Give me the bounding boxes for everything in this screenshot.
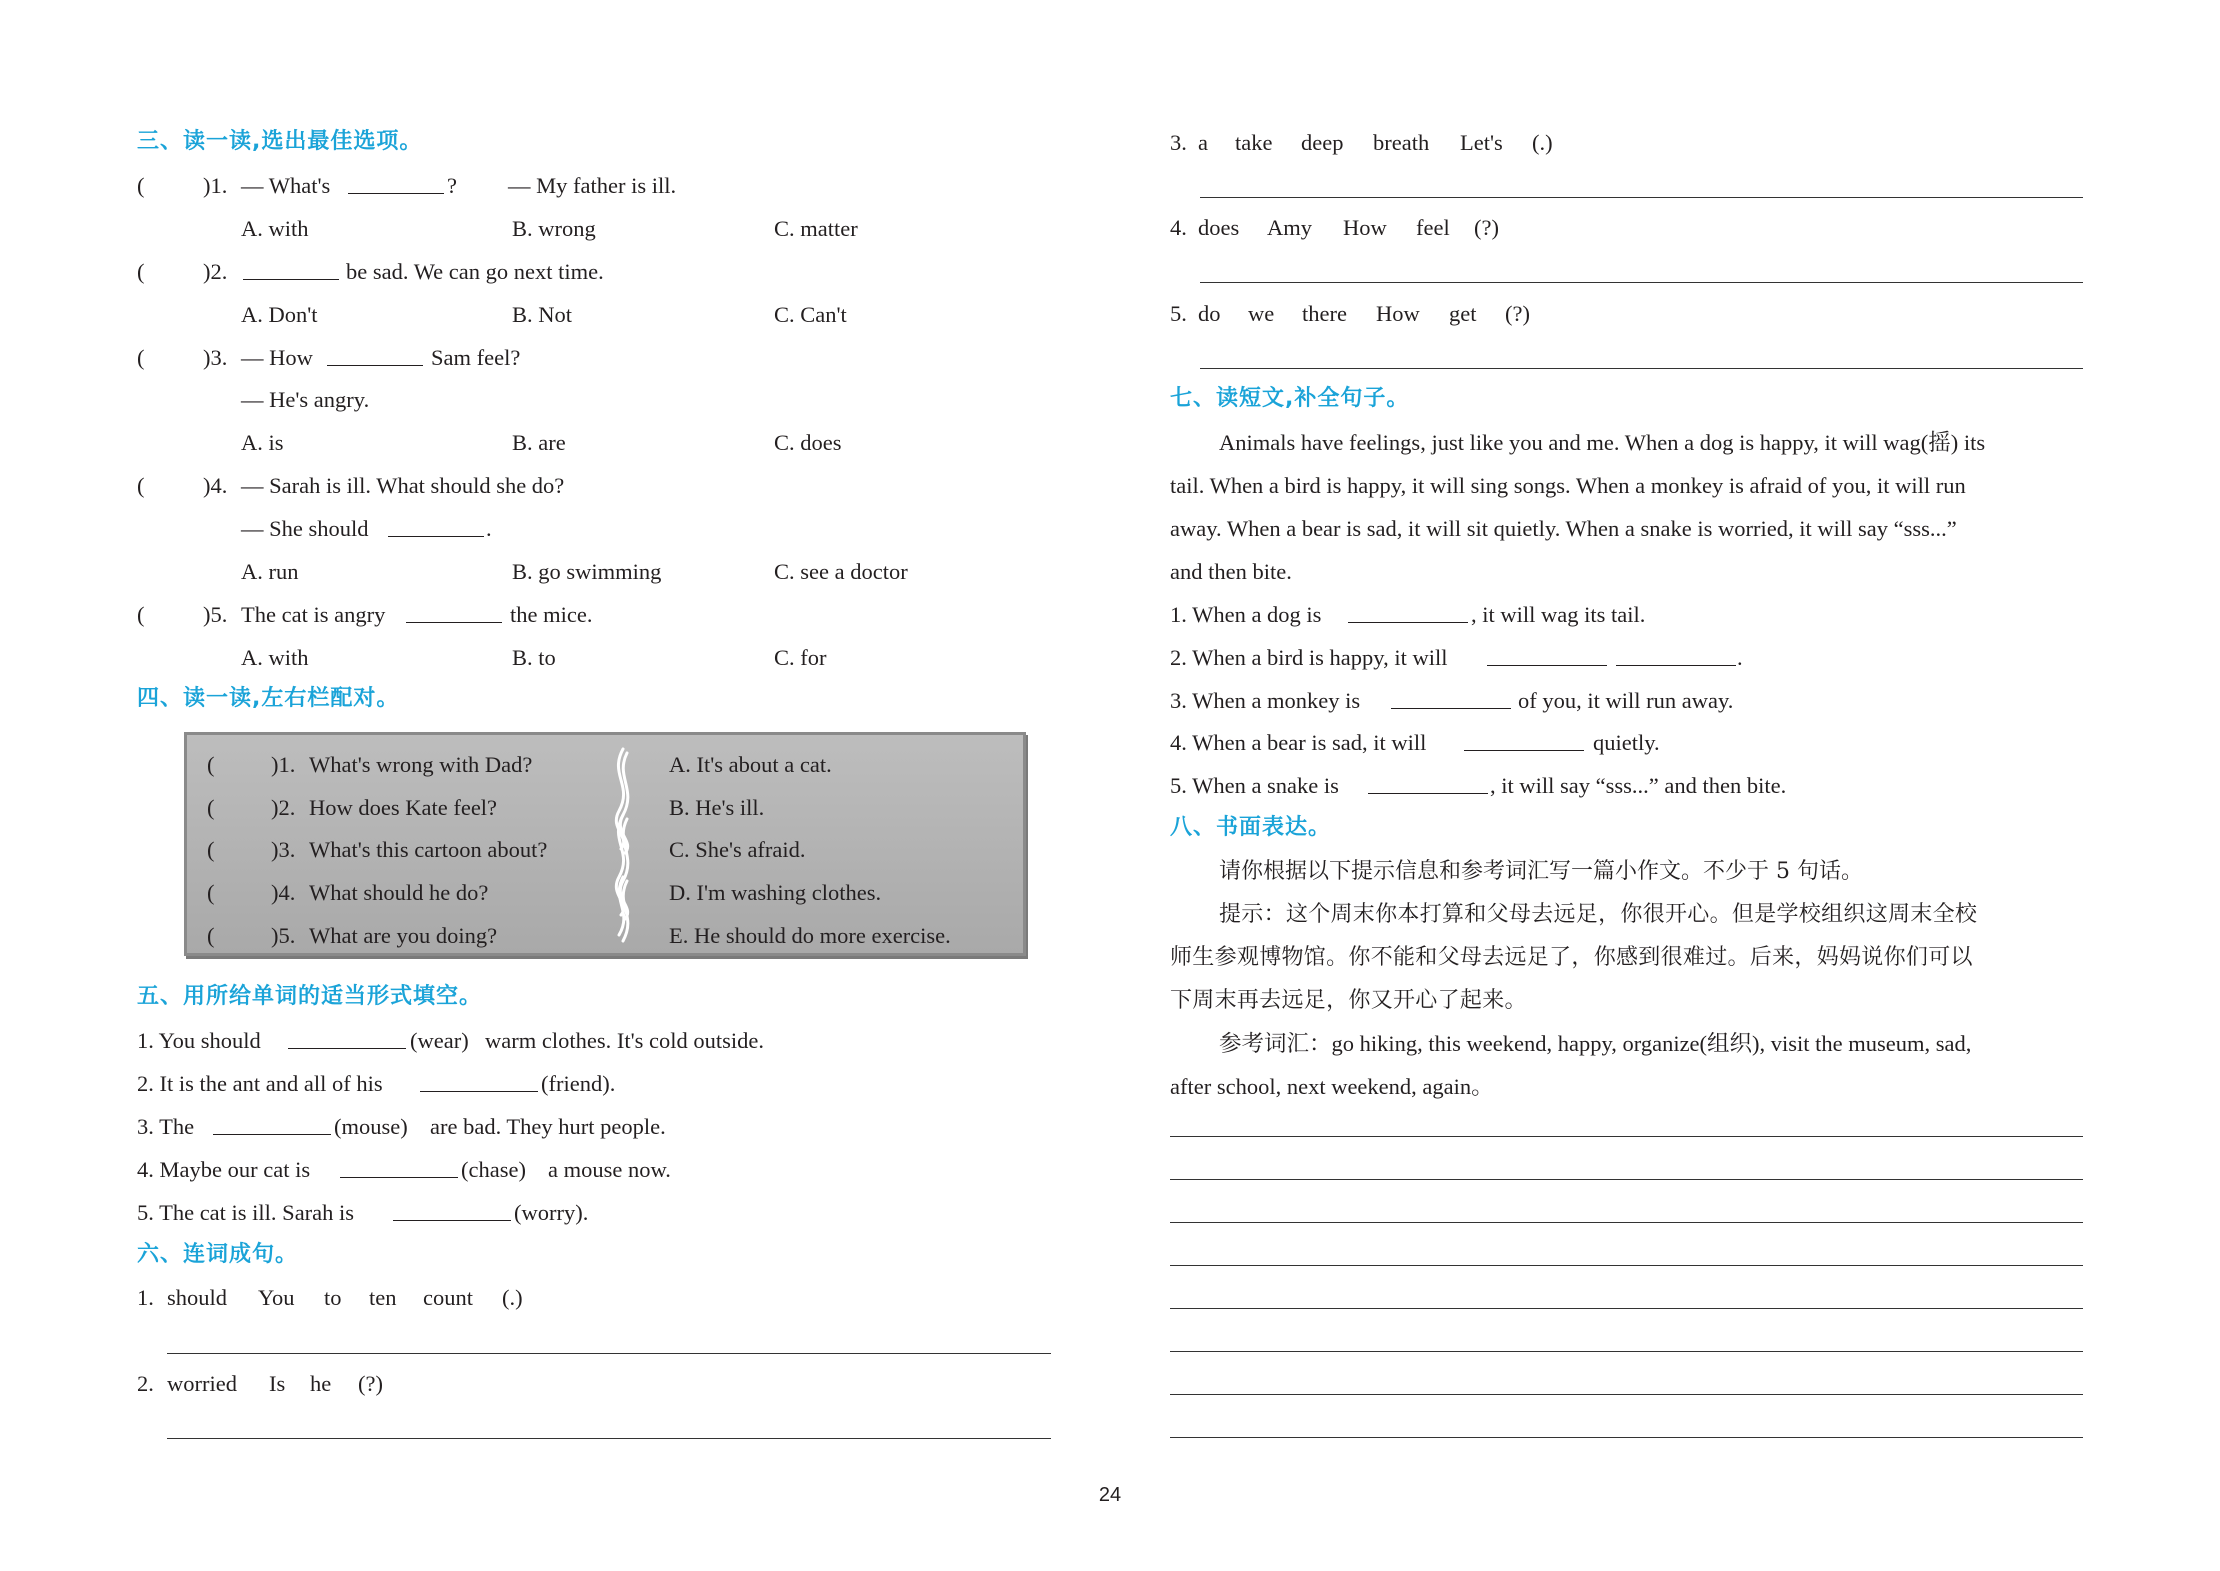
word: to (324, 1285, 342, 1310)
writing-hint-line: 提示：这个周末你本打算和父母去远足，你很开心。但是学校组织这周末全校 (1219, 902, 1978, 927)
question-text: be sad. We can go next time. (346, 259, 604, 284)
sentence-start: 4. When a bear is sad, it will (1170, 730, 1427, 755)
fill-blank[interactable] (1487, 643, 1607, 666)
option-c: C. see a doctor (774, 559, 908, 584)
fill-blank[interactable] (288, 1026, 406, 1049)
punctuation-hint: (.) (502, 1285, 523, 1310)
match-answer: D. I'm washing clothes. (669, 880, 882, 905)
sentence-end: , it will say “sss...” and then bite. (1490, 773, 1787, 798)
answer-line[interactable] (167, 1353, 1051, 1354)
option-a: A. Don't (241, 302, 318, 327)
fill-hint: (worry). (514, 1200, 589, 1225)
passage-line: Animals have feelings, just like you and me. When a dog is happy, it will wag(摇) its (1219, 430, 1986, 455)
answer-line[interactable] (1200, 197, 2083, 198)
fill-blank[interactable] (1348, 600, 1468, 623)
match-question: What should he do? (309, 880, 489, 905)
match-question: What's wrong with Dad? (309, 752, 533, 777)
sentence-end: , it will wag its tail. (1471, 602, 1646, 627)
option-c: C. for (774, 645, 827, 670)
answer-line[interactable] (1200, 368, 2083, 369)
sentence-end: quietly. (1593, 730, 1660, 755)
match-paren: ( (207, 923, 215, 948)
matching-box (184, 732, 1026, 956)
word: Let's (1460, 130, 1503, 155)
writing-hint-line: 下周末再去远足，你又开心了起来。 (1170, 988, 1527, 1013)
fill-blank[interactable] (420, 1069, 538, 1092)
sentence-start: 1. When a dog is (1170, 602, 1322, 627)
answer-blank[interactable] (243, 257, 339, 280)
match-number: )2. (271, 795, 296, 820)
punctuation-hint: (.) (1532, 130, 1553, 155)
fill-text: 1. You should (137, 1028, 261, 1053)
match-paren: ( (207, 837, 215, 862)
fill-text-end: are bad. They hurt people. (430, 1114, 666, 1139)
answer-blank[interactable] (388, 514, 484, 537)
option-b: B. wrong (512, 216, 596, 241)
question-text: — What's (241, 173, 331, 198)
word: worried (167, 1371, 237, 1396)
item-number: 1. (137, 1285, 154, 1310)
fill-hint: (friend). (541, 1071, 616, 1096)
fill-text: 5. The cat is ill. Sarah is (137, 1200, 355, 1225)
word: deep (1301, 130, 1344, 155)
writing-line[interactable] (1170, 1437, 2083, 1438)
word: How (1343, 215, 1387, 240)
option-b: B. go swimming (512, 559, 662, 584)
word: do (1198, 301, 1221, 326)
fill-text: 3. The (137, 1114, 195, 1139)
sentence-start: 3. When a monkey is (1170, 688, 1361, 713)
word: count (423, 1285, 473, 1310)
writing-line[interactable] (1170, 1136, 2083, 1137)
word: does (1198, 215, 1240, 240)
option-c: C. Can't (774, 302, 847, 327)
option-c: C. matter (774, 216, 858, 241)
section-5-title: 五、用所给单词的适当形式填空。 (137, 984, 483, 1009)
match-question: How does Kate feel? (309, 795, 498, 820)
writing-line[interactable] (1170, 1351, 2083, 1352)
word: ten (369, 1285, 397, 1310)
writing-instruction: 请你根据以下提示信息和参考词汇写一篇小作文。不少于 5 句话。 (1219, 859, 1863, 884)
option-c: C. does (774, 430, 842, 455)
fill-text-end: warm clothes. It's cold outside. (485, 1028, 764, 1053)
question-reply: — My father is ill. (508, 173, 677, 198)
punctuation-hint: (?) (1474, 215, 1499, 240)
question-text-end: Sam feel? (431, 345, 521, 370)
match-number: )1. (271, 752, 296, 777)
option-a: A. run (241, 559, 299, 584)
word: he (310, 1371, 332, 1396)
item-number: 3. (1170, 130, 1187, 155)
option-a: A. is (241, 430, 284, 455)
fill-text: 4. Maybe our cat is (137, 1157, 311, 1182)
fill-hint: (chase) (461, 1157, 526, 1182)
word: we (1248, 301, 1275, 326)
passage-line: tail. When a bird is happy, it will sing songs. When a monkey is afraid of you, it will run (1170, 473, 1966, 498)
answer-paren: ( (137, 259, 145, 284)
match-answer: C. She's afraid. (669, 837, 806, 862)
word: get (1449, 301, 1477, 326)
sentence-start: 5. When a snake is (1170, 773, 1339, 798)
sentence-end: . (1737, 645, 1743, 670)
match-answer: E. He should do more exercise. (669, 923, 951, 948)
fill-blank[interactable] (213, 1112, 331, 1135)
sentence-start: 2. When a bird is happy, it will (1170, 645, 1448, 670)
word: Is (269, 1371, 286, 1396)
match-number: )3. (271, 837, 296, 862)
writing-line[interactable] (1170, 1179, 2083, 1180)
section-7-title: 七、读短文,补全句子。 (1170, 386, 1410, 411)
punctuation-hint: (?) (358, 1371, 383, 1396)
match-answer: B. He's ill. (669, 795, 765, 820)
fill-blank[interactable] (1391, 686, 1511, 709)
vocab-line: 参考词汇：go hiking, this weekend, happy, organize(组织), visit the museum, sad, (1219, 1031, 1972, 1056)
word: should (167, 1285, 228, 1310)
word: How (1376, 301, 1420, 326)
fill-blank[interactable] (1368, 771, 1488, 794)
word: take (1235, 130, 1273, 155)
match-number: )4. (271, 880, 296, 905)
answer-blank[interactable] (327, 343, 423, 366)
word: feel (1416, 215, 1450, 240)
passage-line: away. When a bear is sad, it will sit quietly. When a snake is worried, it will say “sss...” (1170, 516, 1957, 541)
fill-blank[interactable] (1616, 643, 1736, 666)
question-text-end: the mice. (510, 602, 593, 627)
question-number: )1. (203, 173, 228, 198)
word: You (258, 1285, 295, 1310)
writing-hint-line: 师生参观博物馆。你不能和父母去远足了，你感到很难过。后来，妈妈说你们可以 (1170, 945, 1973, 970)
word: a (1198, 130, 1208, 155)
question-reply-end: . (486, 516, 492, 541)
item-number: 5. (1170, 301, 1187, 326)
section-8-title: 八、书面表达。 (1170, 815, 1332, 840)
match-paren: ( (207, 880, 215, 905)
match-answer: A. It's about a cat. (669, 752, 832, 777)
answer-paren: ( (137, 473, 145, 498)
question-reply: — He's angry. (241, 387, 370, 412)
answer-paren: ( (137, 345, 145, 370)
section-3-title: 三、读一读,选出最佳选项。 (137, 129, 423, 154)
answer-line[interactable] (1200, 282, 2083, 283)
question-reply: — She should (241, 516, 369, 541)
fill-blank[interactable] (340, 1155, 458, 1178)
question-number: )5. (203, 602, 228, 627)
option-b: B. Not (512, 302, 573, 327)
question-number: )2. (203, 259, 228, 284)
writing-line[interactable] (1170, 1394, 2083, 1395)
fill-text: 2. It is the ant and all of his (137, 1071, 383, 1096)
answer-paren: ( (137, 173, 145, 198)
writing-line[interactable] (1170, 1265, 2083, 1266)
passage-line: and then bite. (1170, 559, 1292, 584)
match-paren: ( (207, 752, 215, 777)
match-paren: ( (207, 795, 215, 820)
item-number: 2. (137, 1371, 154, 1396)
answer-blank[interactable] (348, 171, 444, 194)
section-6-title: 六、连词成句。 (137, 1242, 299, 1267)
answer-line[interactable] (167, 1438, 1051, 1439)
page-number: 24 (1098, 1484, 1122, 1506)
match-question: What's this cartoon about? (309, 837, 548, 862)
item-number: 4. (1170, 215, 1187, 240)
question-number: )3. (203, 345, 228, 370)
answer-paren: ( (137, 602, 145, 627)
question-text: The cat is angry (241, 602, 386, 627)
writing-line[interactable] (1170, 1222, 2083, 1223)
option-b: B. are (512, 430, 566, 455)
option-a: A. with (241, 216, 309, 241)
question-number: )4. (203, 473, 228, 498)
wavy-divider-icon (603, 745, 639, 945)
punctuation-hint: (?) (1505, 301, 1530, 326)
fill-blank[interactable] (393, 1198, 511, 1221)
match-number: )5. (271, 923, 296, 948)
option-a: A. with (241, 645, 309, 670)
fill-blank[interactable] (1464, 728, 1584, 751)
question-text: — How (241, 345, 313, 370)
sentence-end: of you, it will run away. (1518, 688, 1734, 713)
vocab-line: after school, next weekend, again。 (1170, 1074, 1494, 1099)
word: Amy (1267, 215, 1312, 240)
question-text-end: ? (447, 173, 457, 198)
question-text: — Sarah is ill. What should she do? (241, 473, 565, 498)
writing-line[interactable] (1170, 1308, 2083, 1309)
word: there (1302, 301, 1347, 326)
option-b: B. to (512, 645, 556, 670)
match-question: What are you doing? (309, 923, 498, 948)
word: breath (1373, 130, 1430, 155)
answer-blank[interactable] (406, 600, 502, 623)
fill-hint: (mouse) (334, 1114, 408, 1139)
section-4-title: 四、读一读,左右栏配对。 (137, 686, 400, 711)
fill-text-end: a mouse now. (548, 1157, 671, 1182)
fill-hint: (wear) (410, 1028, 469, 1053)
